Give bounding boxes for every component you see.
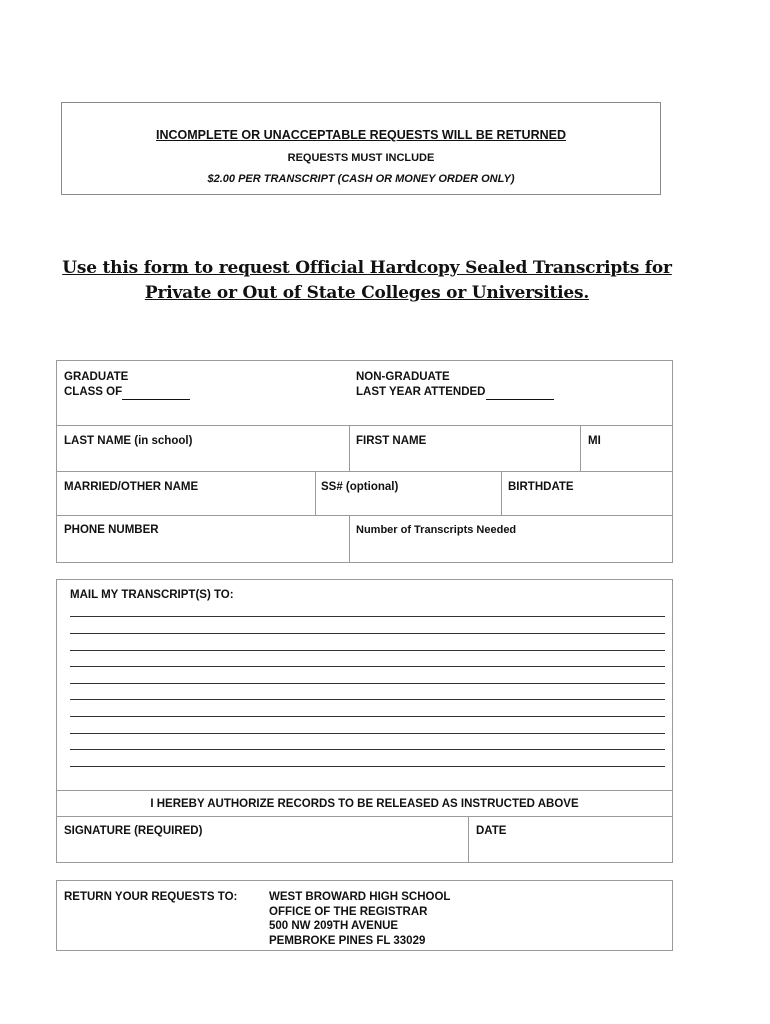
married-name-field[interactable]: MARRIED/OTHER NAME <box>64 481 199 493</box>
authorization-statement: I HEREBY AUTHORIZE RECORDS TO BE RELEASED AS INSTRUCTED ABOVE <box>150 798 579 810</box>
last-name-field[interactable]: LAST NAME (in school) <box>64 435 193 447</box>
return-to-section <box>56 880 673 951</box>
non-graduate-field[interactable] <box>356 370 554 400</box>
address-line[interactable] <box>70 683 665 684</box>
notice-fee: $2.00 PER TRANSCRIPT (CASH OR MONEY ORDER ONLY) <box>207 173 515 185</box>
date-field[interactable]: DATE <box>476 825 507 837</box>
address-line[interactable] <box>70 699 665 700</box>
address-street: 500 NW 209TH AVENUE <box>269 920 399 932</box>
last-year-attended-blank[interactable] <box>486 388 554 400</box>
address-line[interactable] <box>70 633 665 634</box>
notice-requirements: REQUESTS MUST INCLUDE <box>287 152 435 164</box>
form-heading-line2: Private or Out of State Colleges or Universities. <box>144 283 590 303</box>
form-heading <box>40 256 694 306</box>
class-of-blank[interactable] <box>122 388 190 400</box>
return-to-label: RETURN YOUR REQUESTS TO: <box>64 891 238 903</box>
ssn-field[interactable]: SS# (optional) <box>321 481 399 493</box>
student-info-section <box>56 360 673 563</box>
graduate-field[interactable] <box>64 370 190 400</box>
address-line[interactable] <box>70 733 665 734</box>
first-name-field[interactable]: FIRST NAME <box>356 435 427 447</box>
phone-number-field[interactable]: PHONE NUMBER <box>64 524 159 536</box>
address-line[interactable] <box>70 716 665 717</box>
birthdate-field[interactable]: BIRTHDATE <box>508 481 574 493</box>
address-line[interactable] <box>70 666 665 667</box>
middle-initial-field[interactable]: MI <box>588 435 601 447</box>
notice-returned-warning: INCOMPLETE OR UNACCEPTABLE REQUESTS WILL BE RETURNED <box>156 128 566 142</box>
signature-field[interactable]: SIGNATURE (REQUIRED) <box>64 825 203 837</box>
address-line[interactable] <box>70 749 665 750</box>
address-line[interactable] <box>70 616 665 617</box>
address-office: OFFICE OF THE REGISTRAR <box>269 905 428 918</box>
graduate-label: GRADUATE <box>64 371 129 383</box>
class-of-label: CLASS OF <box>64 386 123 398</box>
address-line[interactable] <box>70 766 665 767</box>
address-city: PEMBROKE PINES FL 33029 <box>269 934 426 947</box>
last-year-attended-label: LAST YEAR ATTENDED <box>356 386 486 398</box>
mail-to-label: MAIL MY TRANSCRIPT(S) TO: <box>70 589 234 601</box>
transcripts-count-field[interactable]: Number of Transcripts Needed <box>356 524 517 536</box>
address-line[interactable] <box>70 650 665 651</box>
address-school: WEST BROWARD HIGH SCHOOL <box>269 891 451 903</box>
form-heading-line1: Use this form to request Official Hardcopy Sealed Transcripts for <box>62 258 672 278</box>
mailing-section <box>56 579 673 863</box>
non-graduate-label: NON-GRADUATE <box>356 371 450 383</box>
registrar-address <box>269 890 450 948</box>
notice-box <box>61 102 661 195</box>
